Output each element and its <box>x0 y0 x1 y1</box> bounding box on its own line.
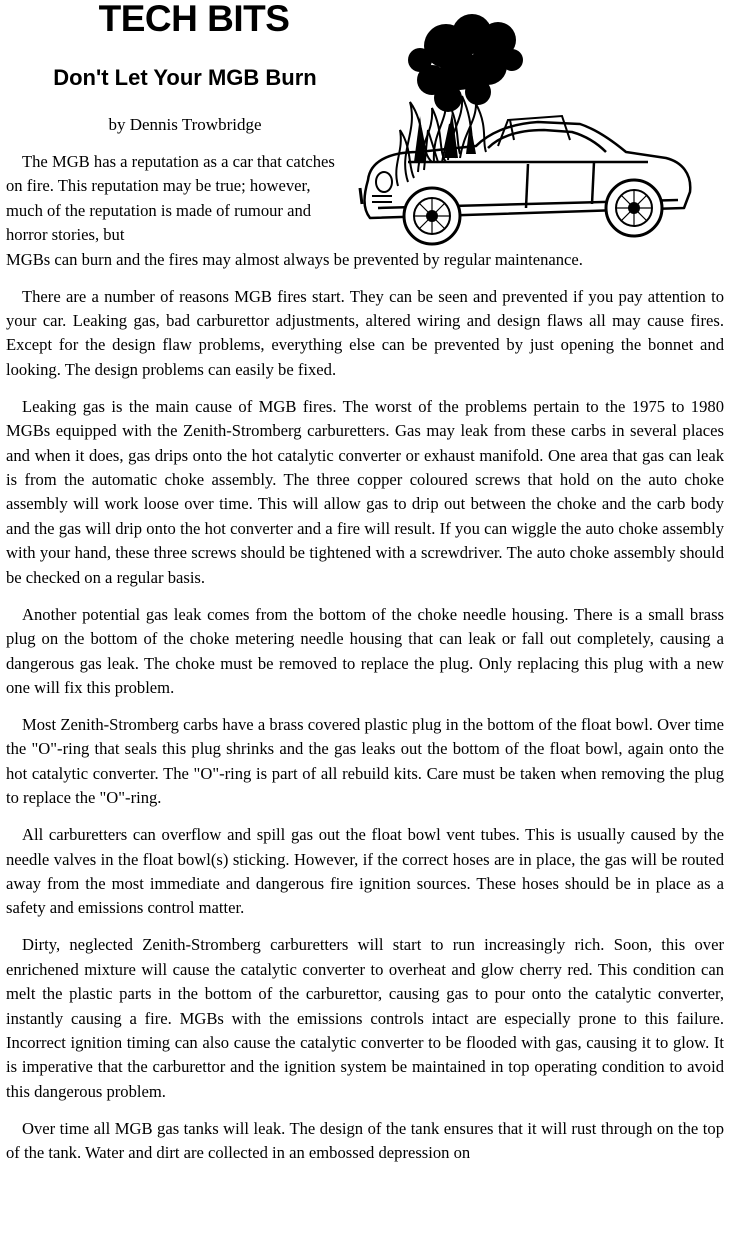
paragraph: All carburetters can overflow and spill gas out the float bowl vent tubes. This is usually caused by the needle valves in the float bowl(s) sticking. However, if the correct hoses are in place, the gas will be routed away from the most immediate and dangerous fire ignition sources. These hoses should be in place as a safety and emissions control matter. <box>6 825 724 918</box>
paragraph-intro: The MGB has a reputation as a car that catches on fire. This reputation may be true; however, much of the reputation is made of rumour and horror stories, but <box>6 152 335 245</box>
column-heading: TECH BITS <box>98 0 290 39</box>
paragraph: Over time all MGB gas tanks will leak. The design of the tank ensures that it will rust through on the top of the tank. Water and dirt are collected in an embossed depression on <box>6 1118 724 1163</box>
paragraph: Dirty, neglected Zenith-Stromberg carburetters will start to run increasingly rich. Soon, this over enrichened mixture will cause the catalytic converter to overheat and glow cherry red. This condition can melt the plastic parts in the bottom of the carburettor, causing gas to pour onto the catalytic converter, instantly causing a fire. MGBs with the emissions controls intact are especially prone to this failure. Incorrect ignition timing can also cause the catalytic converter to be flooded with gas, causing it to glow. It is imperative that the carburettor and the ignition system be maintained in top operating condition to avoid this dangerous problem. <box>6 935 724 1101</box>
paragraph-intro-continued: MGBs can burn and the fires may almost always be prevented by regular maintenance. <box>6 249 583 269</box>
article-title: Don't Let Your MGB Burn <box>53 65 317 90</box>
paragraph: Leaking gas is the main cause of MGB fires. The worst of the problems pertain to the 1975 to 1980 MGBs equipped with the Zenith-Stromberg carburetters. Gas may leak from these carbs in several places and when it does, gas drips onto the hot catalytic converter or exhaust manifold. One area that gas can leak is from the automatic choke assembly. The three copper coloured screws that hold on the auto choke assembly will work loose over time. This will allow gas to drip out between the choke and the carb body and the gas will drip onto the hot converter and a fire will result. If you can wiggle the auto choke assembly with your hand, these three screws should be tightened with a screwdriver. The auto choke assembly should be checked on a regular basis. <box>6 396 724 587</box>
paragraph: Most Zenith-Stromberg carbs have a brass covered plastic plug in the bottom of the float bowl. Over time the "O"-ring that seals this plug shrinks and the gas leaks out the bottom of the float bowl, again onto the hot catalytic converter. The "O"-ring is part of all rebuild kits. Care must be taken when removing the plug to replace the "O"-ring. <box>6 714 724 808</box>
paragraph: There are a number of reasons MGB fires start. They can be seen and prevented if you pay attention to your car. Leaking gas, bad carburettor adjustments, altered wiring and design flaws all may cause fires. Except for the design flaw problems, everything else can be prevented by just opening the bonnet and looking. The design problems can easily be fixed. <box>6 286 724 379</box>
paragraph: Another potential gas leak comes from the bottom of the choke needle housing. There is a small brass plug on the bottom of the choke metering needle housing that can leak or fall out completely, causing a dangerous gas leak. The choke must be removed to replace the plug. Only replacing this plug with a new one will fix this problem. <box>6 604 724 697</box>
article-body <box>6 150 724 1178</box>
byline: by Dennis Trowbridge <box>108 115 262 134</box>
